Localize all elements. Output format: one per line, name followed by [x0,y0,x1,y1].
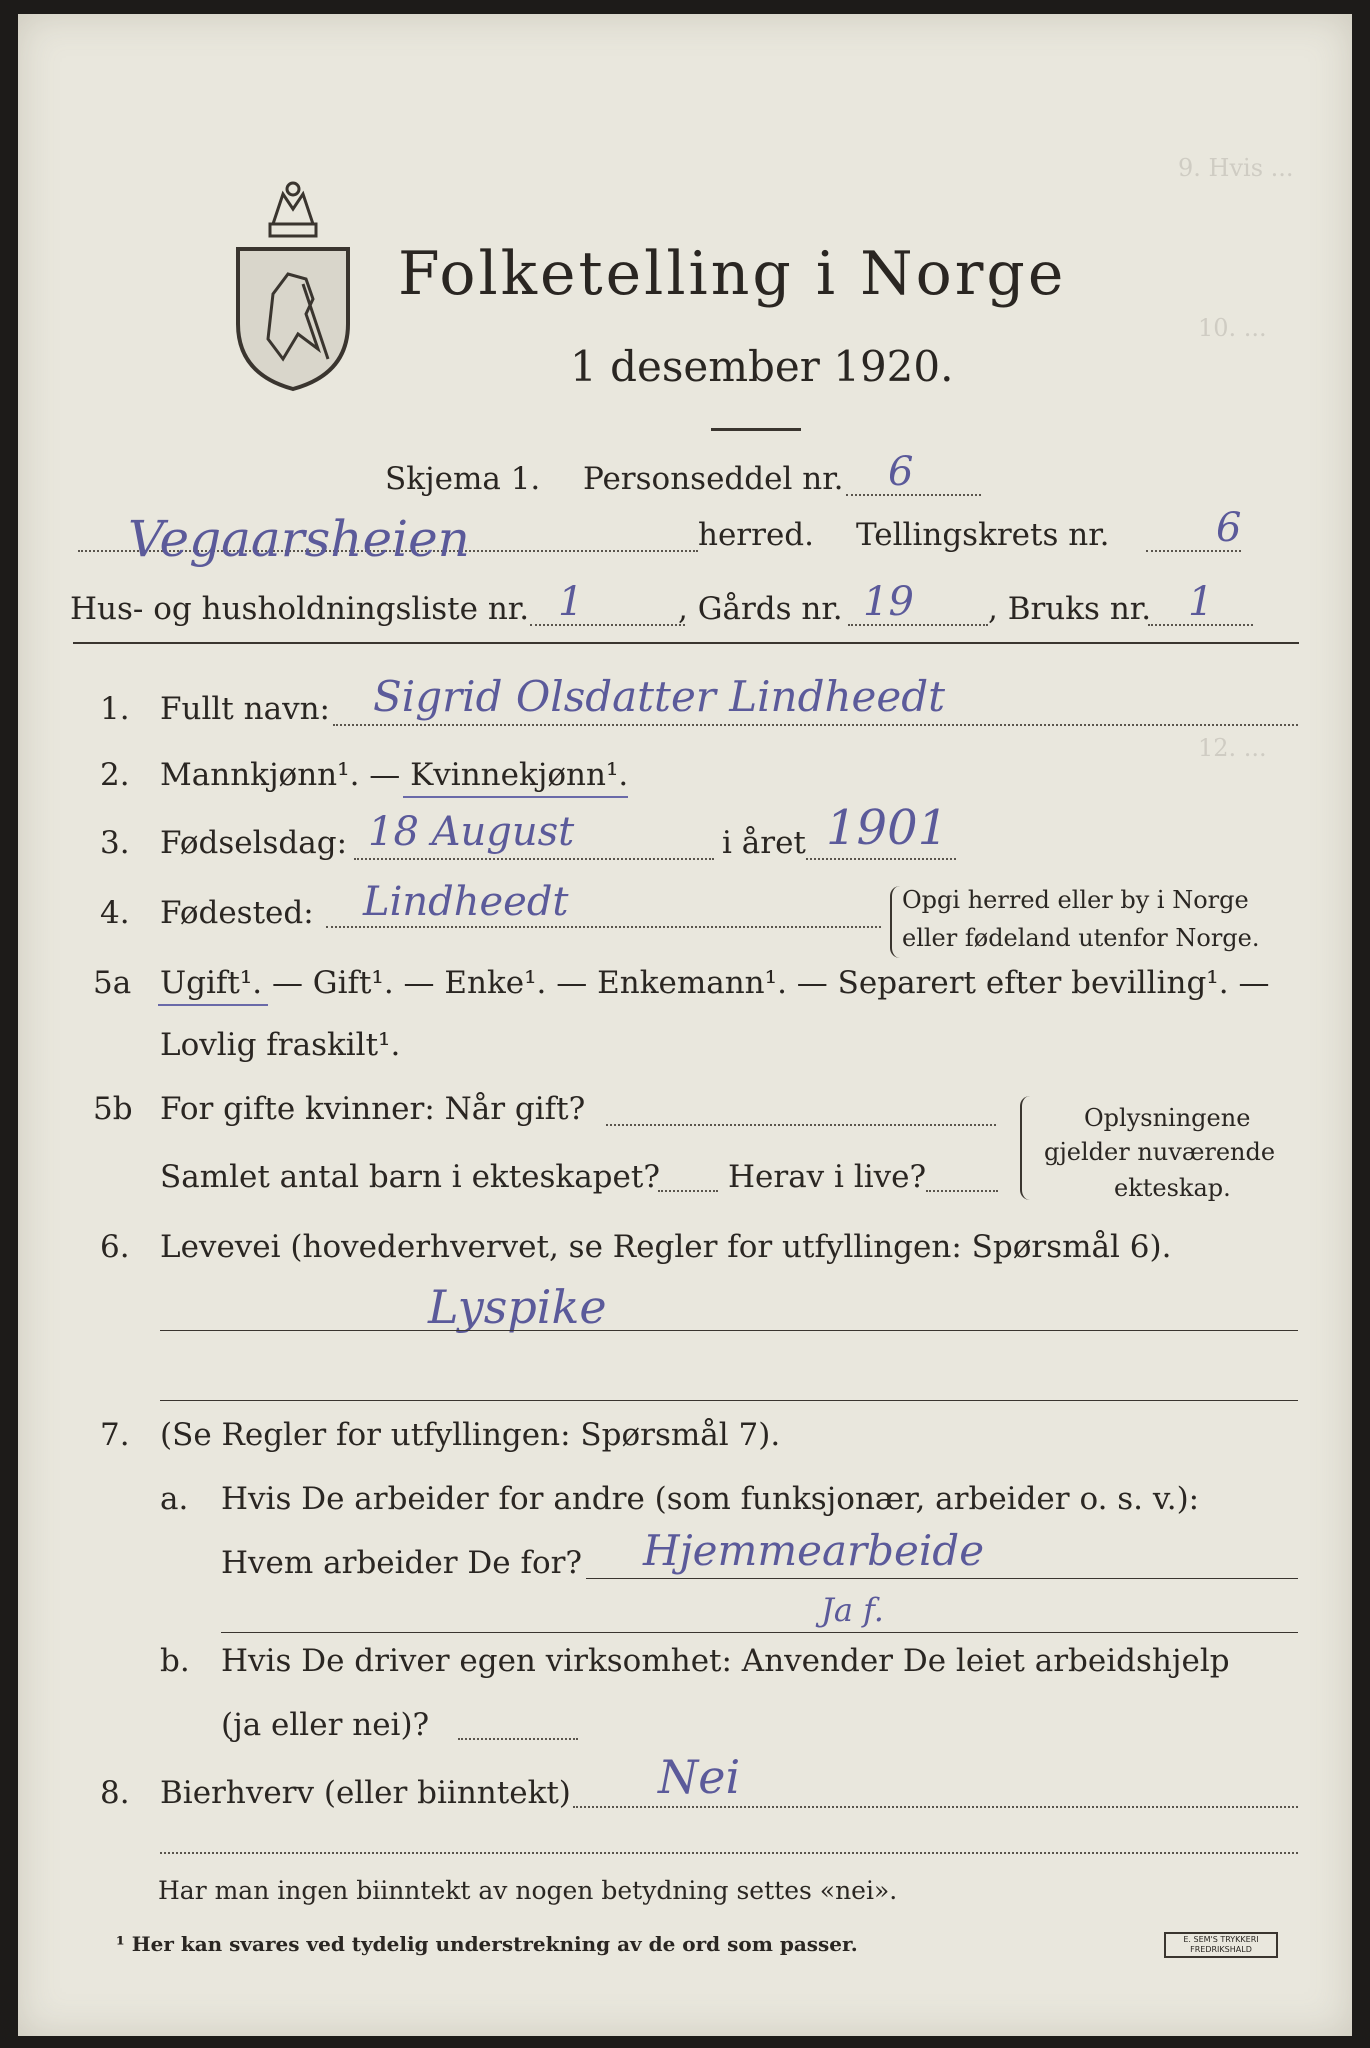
q4-note-line2: eller fødeland utenfor Norge. [902,924,1260,952]
q7a-line [586,1578,1298,1579]
q8-number: 8. [100,1775,130,1811]
q3-year-label: i året [722,825,806,861]
q4-number: 4. [100,895,130,931]
q8-line [573,1806,1298,1808]
q8-line2 [160,1852,1298,1854]
q4-line [326,926,881,928]
q5b-brace [1020,1096,1030,1200]
section-divider [73,642,1299,644]
personseddel-line [846,494,981,496]
q7b-line [458,1738,578,1740]
q5b-note-line2: gjelder nuværende [1044,1138,1276,1166]
skjema-label: Skjema 1. [385,461,541,497]
q7a-line-extra [221,1632,1298,1633]
husliste-value: 1 [558,579,584,625]
q5b-note-line1: Oplysningene [1084,1104,1251,1132]
footnote: ¹ Her kan svares ved tydelig understrekning av de ord som passer. [116,1932,858,1956]
bruks-label: , Bruks nr. [988,591,1152,627]
census-date: 1 desember 1920. [570,342,954,391]
q6-label: Levevei (hovederhvervet, se Regler for utfyllingen: Spørsmål 6). [160,1229,1172,1265]
q7a-line2: Hvem arbeider De for? [221,1545,583,1581]
q2-label: Mannkjønn¹. — Kvinnekjønn¹. [160,757,629,793]
q5b-line2a: Samlet antal barn i ekteskapet? [160,1159,660,1195]
q5b-barn-line [658,1190,718,1192]
q4-label: Fødested: [160,895,314,931]
herred-label: herred. [698,517,814,553]
q7b-line2: (ja eller nei)? [221,1707,430,1743]
q5a-line1: Ugift¹. — Gift¹. — Enke¹. — Enkemann¹. — Separert efter bevilling¹. — [160,965,1270,1001]
q4-value: Lindheedt [363,879,569,925]
q5b-line2b: Herav i live? [728,1159,927,1195]
q7-number: 7. [100,1417,130,1453]
q7b-line1: Hvis De driver egen virksomhet: Anvender De leiet arbeidshjelp [221,1643,1230,1679]
q3-label: Fødselsdag: [160,825,348,861]
bruks-value: 1 [1188,579,1214,625]
q1-value: Sigrid Olsdatter Lindheedt [373,672,946,721]
q5b-number: 5b [93,1091,133,1127]
title-divider [711,428,801,431]
husliste-label: Hus- og husholdningsliste nr. [70,591,530,627]
q3-number: 3. [100,825,130,861]
norway-coat-of-arms-icon [228,174,358,394]
q3-value: 18 August [368,809,575,855]
q7a-value: Hjemmearbeide [643,1526,985,1575]
printer-stamp: E. SEM'S TRYKKERI FREDRIKSHALD [1164,1932,1278,1958]
personseddel-value: 6 [888,449,914,495]
q2-number: 2. [100,757,130,793]
gards-value: 19 [863,579,914,625]
q1-label: Fullt navn: [160,691,330,727]
q6-number: 6. [100,1229,130,1265]
husliste-line [530,624,685,626]
tellingskrets-label: Tellingskrets nr. [856,517,1110,553]
footer-note: Har man ingen biinntekt av nogen betydning settes «nei». [158,1876,898,1905]
q5b-line1: For gifte kvinner: Når gift? [160,1091,586,1127]
q1-line [333,724,1298,726]
q8-value: Nei [658,1750,741,1804]
q8-label: Bierhverv (eller biinntekt) [160,1775,571,1811]
q1-number: 1. [100,691,130,727]
q5b-gift-line [606,1124,996,1126]
q4-brace [890,886,900,958]
tellingskrets-value: 6 [1216,505,1242,551]
q3-year-value: 1901 [826,800,949,856]
q3-line [354,858,714,860]
census-form: 9. Hvis ... 10. ... 12. ... Folketelling i Norge 1 desember 1920. Skjema 1. Personseddel nr. 6 Vegaarsheien herred. Tellingskrets nr. 6 Hus- og husholdningsliste nr. 1 , Gårds nr. 19 , Bruks nr. 1 1. Fullt navn: Sigrid Olsdatter Lindheedt 2. Mannkjønn¹. — Kvinnekjønn¹. 3. Fødselsdag: 18 August i året 1901 4. Fødested: Lindheedt Opgi herred eller by i Norge eller fødeland utenfor Norge. 5a Ugift¹. — Gift¹. — Enke¹. — Enkemann¹. — Separert efter bevilling¹. — Lovlig fraskilt¹. 5b For gifte kvinner: Når gift? Samlet antal barn i ekteskapet? Herav i live? Oplysningene gjelder nuværende ekteskap. 6. Levevei (hovederhvervet, se Regler for utfyllingen: Spørsmål 6). Lyspike 7. (Se Regler for utfyllingen: Spørsmål 7). a. Hvis De arbeider for andre (som funksjonær, arbeider o. s. v.): Hvem arbeider De for? Hjemmearbeide Ja f. b. Hvis De driver egen virksomhet: Anvender De leiet arbeidshjelp (ja eller nei)? 8. Bierhverv (eller biinntekt) Nei Har man ingen biinntekt av nogen betydning settes «nei». ¹ Her kan svares ved tydelig understrekning av de ord som passer. E. SEM'S TRYKKERI FREDRIKSHALD [18,14,1352,2036]
herred-value: Vegaarsheien [128,510,470,568]
q2-underline-kvinnekjonn [403,796,628,798]
q7a-value-extra: Ja f. [821,1591,884,1629]
q7a-number: a. [160,1481,189,1517]
q6-line1 [160,1330,1298,1331]
gards-label: , Gårds nr. [678,591,843,627]
q7b-number: b. [160,1643,190,1679]
q5a-number: 5a [93,965,132,1001]
q5b-note-line3: ekteskap. [1114,1174,1231,1202]
q6-value: Lyspike [428,1280,607,1334]
form-title: Folketelling i Norge [398,239,1067,309]
q5a-line2: Lovlig fraskilt¹. [160,1027,401,1063]
q6-line2 [160,1400,1298,1401]
q5b-live-line [926,1190,998,1192]
q4-note-line1: Opgi herred eller by i Norge [902,886,1249,914]
personseddel-label: Personseddel nr. [583,461,844,497]
q3-year-line [806,858,956,860]
q7a-line1: Hvis De arbeider for andre (som funksjonær, arbeider o. s. v.): [221,1481,1200,1517]
q5a-underline-ugift [158,1004,268,1006]
q7-label: (Se Regler for utfyllingen: Spørsmål 7). [160,1417,781,1453]
